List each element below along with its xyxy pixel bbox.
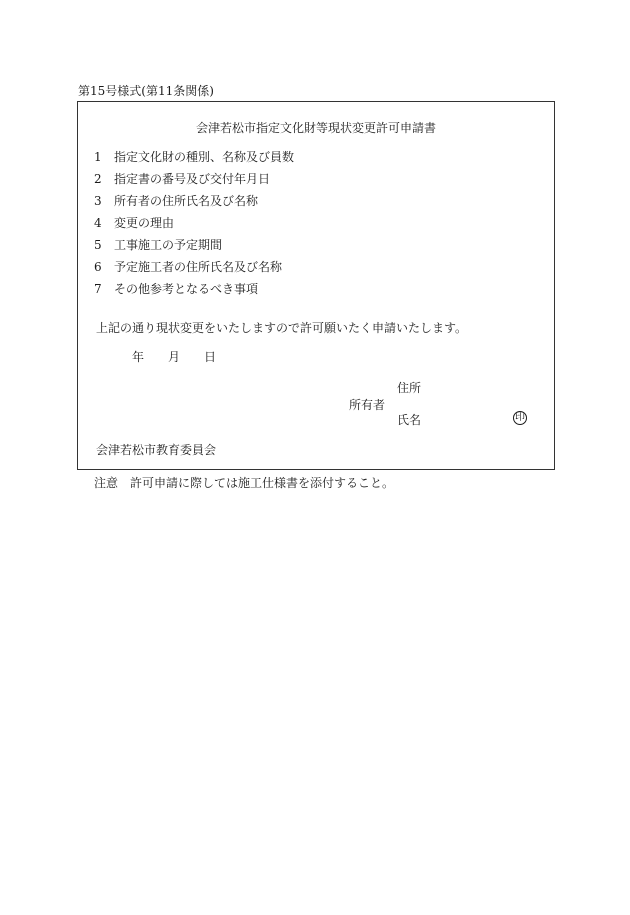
item-list <box>94 150 294 304</box>
item-number: 4 <box>94 216 102 230</box>
recipient-name: 会津若松市教育委員会 <box>96 443 217 457</box>
list-item <box>94 238 294 260</box>
list-item <box>94 172 294 194</box>
date-day-label: 日 <box>204 350 217 364</box>
owner-label: 所有者 <box>349 398 386 412</box>
date-line <box>132 350 216 364</box>
list-item <box>94 216 294 238</box>
address-label: 住所 <box>397 381 422 395</box>
item-number: 5 <box>94 238 102 252</box>
list-item <box>94 150 294 172</box>
note-text: 許可申請に際しては施工仕様書を添付すること。 <box>130 476 395 490</box>
item-text: 指定書の番号及び交付年月日 <box>114 172 271 186</box>
list-item <box>94 194 294 216</box>
name-label: 氏名 <box>397 413 422 427</box>
list-item <box>94 282 294 304</box>
date-month-label: 月 <box>168 350 181 364</box>
form-title: 会津若松市指定文化財等現状変更許可申請書 <box>195 121 436 135</box>
seal-icon: 印 <box>515 412 525 423</box>
note <box>94 476 394 490</box>
item-text: 変更の理由 <box>114 216 175 230</box>
item-number: 6 <box>94 260 102 274</box>
item-text: その他参考となるべき事項 <box>114 282 259 296</box>
application-form-box <box>77 101 555 470</box>
item-number: 3 <box>94 194 102 208</box>
application-statement: 上記の通り現状変更をいたしますので許可願いたく申請いたします。 <box>96 321 468 335</box>
item-number: 1 <box>94 150 102 164</box>
item-text: 所有者の住所氏名及び名称 <box>114 194 259 208</box>
date-year-label: 年 <box>132 350 145 364</box>
item-text: 予定施工者の住所氏名及び名称 <box>114 260 283 274</box>
item-text: 指定文化財の種別、名称及び員数 <box>114 150 295 164</box>
list-item <box>94 260 294 282</box>
note-label: 注意 <box>94 476 119 490</box>
form-number: 第15号様式(第11条関係) <box>78 84 214 98</box>
item-number: 7 <box>94 282 102 296</box>
item-text: 工事施工の予定期間 <box>114 238 223 252</box>
item-number: 2 <box>94 172 102 186</box>
